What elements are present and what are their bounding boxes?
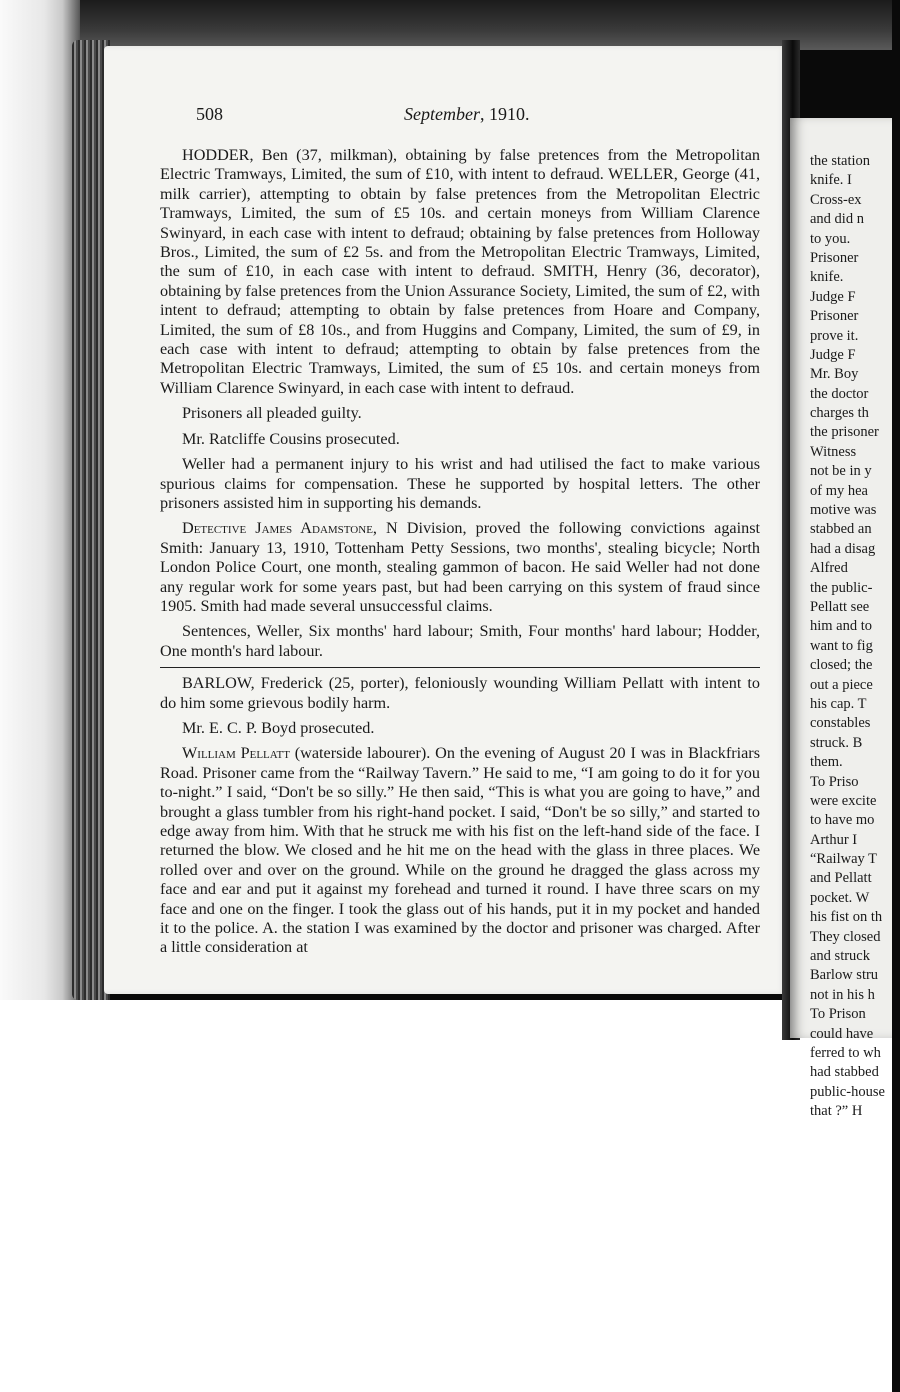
facing-page-line: had a disag <box>810 540 876 557</box>
facing-page-line: the station <box>810 153 871 169</box>
witness-name: William Pellatt <box>182 744 290 763</box>
facing-page-line: and struck <box>810 948 870 965</box>
facing-page-line: They closed <box>810 928 881 945</box>
facing-page-line: were excite <box>810 792 877 809</box>
facing-page-line: want to fig <box>810 637 873 654</box>
facing-page <box>790 118 892 1120</box>
case-divider <box>160 667 760 668</box>
evidence-text: (waterside labourer). On the evening of August 20 I was in Blackfriars Road. Prisoner came from the “Railway Tavern.” He said to me, “I am going to do it for you to-night.” I said, “Don't be so silly.” He then said, “This is what you are going to have,” and brought a glass tumbler from his right-hand pocket. I said, “Don't be so silly,” and started to edge away from him. With that he struck me with his fist on the left-hand side of the face. I returned the blow. We closed and he hit me on the head with the glass in three places. We rolled over and over on the ground. While on the ground he dragged the glass across my face and ear and put it against my forehead and turned it round. I have three scars on my face and one on the finger. I took the glass out of his hands, put it in my pocket and handed it to the police. A. the station I was examined by the doctor and prisoner was charged. After a little consideration at <box>160 744 760 957</box>
facing-page-line: “Railway T <box>810 851 877 868</box>
facing-page-line: Prisoner <box>810 308 859 325</box>
facing-page-line: Mr. Boy <box>810 366 859 383</box>
facing-page-line: public-house <box>810 1083 885 1100</box>
page-header <box>196 104 756 130</box>
page-body <box>160 146 760 964</box>
case-barlow-prosecutor: Mr. E. C. P. Boyd prosecuted. <box>182 718 375 737</box>
facing-page-line: to you. <box>810 230 851 247</box>
facing-page-line: and Pellatt <box>810 870 872 887</box>
facing-page-line: stabbed an <box>810 521 872 538</box>
facing-page-line: of my hea <box>810 482 868 499</box>
facing-page-line: to have mo <box>810 812 875 829</box>
facing-page-line: ferred to wh <box>810 1044 881 1061</box>
evidence-text: N Division, proved the following convictions against Smith: January 13, 1910, Tottenham Petty Sessions, two months', stealing bicycle; North London Police Court, one month, stealing gammon of bacon. He said Weller had not done any regular work for some years past, but had been carrying on this system of fraud since 1905. Smith had made several unsuccessful claims. <box>160 519 761 615</box>
facing-page-line: charges th <box>810 405 869 422</box>
facing-page-line: Cross-ex <box>810 191 862 208</box>
facing-page-line: To Prison <box>810 1006 866 1023</box>
facing-page-line: that ?” H <box>810 1103 863 1120</box>
witness-name: Detective James Adamstone, <box>182 519 377 538</box>
facing-page-text <box>810 152 900 1122</box>
facing-page-line: closed; the <box>810 657 873 674</box>
facing-page-line: his fist on th <box>810 909 883 926</box>
facing-page-line: knife. <box>810 269 844 286</box>
facing-page-line: could have <box>810 1025 874 1042</box>
facing-page-line: Witness <box>810 443 857 460</box>
facing-page-line: had stabbed <box>810 1064 879 1081</box>
facing-page-line: Judge F <box>810 288 856 305</box>
case-hodder-evidence <box>160 519 760 616</box>
running-head <box>404 104 529 125</box>
scan-bottom-margin <box>0 1000 892 1392</box>
facing-page-line: not in his h <box>810 986 875 1003</box>
scan-top-edge <box>0 0 892 50</box>
facing-page-line: the prisoner <box>810 424 879 441</box>
facing-page-line: Judge F <box>810 346 856 363</box>
facing-page-line: Alfred <box>810 560 848 577</box>
case-hodder-indictment: HODDER, Ben (37, milkman), obtaining by false pretences from the Metropolitan Electric Tramways, Limited, the sum of £10, with intent to defraud. WELLER, George (41, milk carrier), attempting to obtain by false pretences from the Metropolitan Electric Tramways, Limited, the sum of £5 10s. and certain moneys from William Clarence Swinyard, in each case with intent to defraud; obtaining by false pretences from Holloway Bros., Limited, the sum of £2 5s. and from the Metropolitan Electric Tramways, Limited, the sum of £10, in each case with intent to defraud. SMITH, Henry (36, decorator), obtaining by false pretences from the Union Assurance Society, Limited, the sum of £2, with intent to defraud; attempting to obtain by false pretences from Hoare and Company, Limited, the sum of £8 10s., and from Huggins and Company, Limited, the sum of £9, in each case with intent to defraud; attempting to obtain by false pretences from the Metropolitan Electric Tramways, Limited, the sum of £5 10s. and certain moneys from William Clarence Swinyard, in each case with intent to defraud. <box>160 146 761 397</box>
facing-page-line: not be in y <box>810 463 872 480</box>
case-hodder-facts: Weller had a permanent injury to his wrist and had utilised the fact to make various spurious claims for compensation. These he supported by hospital letters. The other prisoners assisted him in supporting his demands. <box>160 455 760 512</box>
facing-page-line: prove it. <box>810 327 859 344</box>
facing-page-line: him and to <box>810 618 873 635</box>
case-hodder-sentence: Sentences, Weller, Six months' hard labour; Smith, Four months' hard labour; Hodder, One month's hard labour. <box>160 622 760 660</box>
facing-page-line: Arthur I <box>810 831 858 848</box>
facing-page-line: knife. I <box>810 172 852 189</box>
facing-page-line: his cap. T <box>810 695 867 712</box>
page-number: 508 <box>196 104 223 124</box>
case-hodder-plea: Prisoners all pleaded guilty. <box>182 404 362 423</box>
running-head-year: , 1910. <box>479 104 530 124</box>
case-barlow-evidence <box>160 744 760 957</box>
facing-page-line: Pellatt see <box>810 598 870 615</box>
facing-page-line: them. <box>810 754 843 771</box>
running-head-month: September <box>404 104 480 124</box>
facing-page-line: Prisoner <box>810 249 859 266</box>
facing-page-line: and did n <box>810 211 864 228</box>
facing-page-line: To Priso <box>810 773 859 790</box>
facing-page-line: out a piece <box>810 676 873 693</box>
facing-page-line: the doctor <box>810 385 869 402</box>
facing-page-line: the public- <box>810 579 873 596</box>
case-barlow-indictment: BARLOW, Frederick (25, porter), feloniously wounding William Pellatt with intent to do him some grievous bodily harm. <box>160 674 760 712</box>
facing-page-line: struck. B <box>810 734 863 751</box>
facing-page-line: constables <box>810 715 871 732</box>
case-hodder-prosecutor: Mr. Ratcliffe Cousins prosecuted. <box>182 429 400 448</box>
facing-page-line: Barlow stru <box>810 967 879 984</box>
facing-page-line: motive was <box>810 502 877 519</box>
facing-page-line: pocket. W <box>810 889 870 906</box>
